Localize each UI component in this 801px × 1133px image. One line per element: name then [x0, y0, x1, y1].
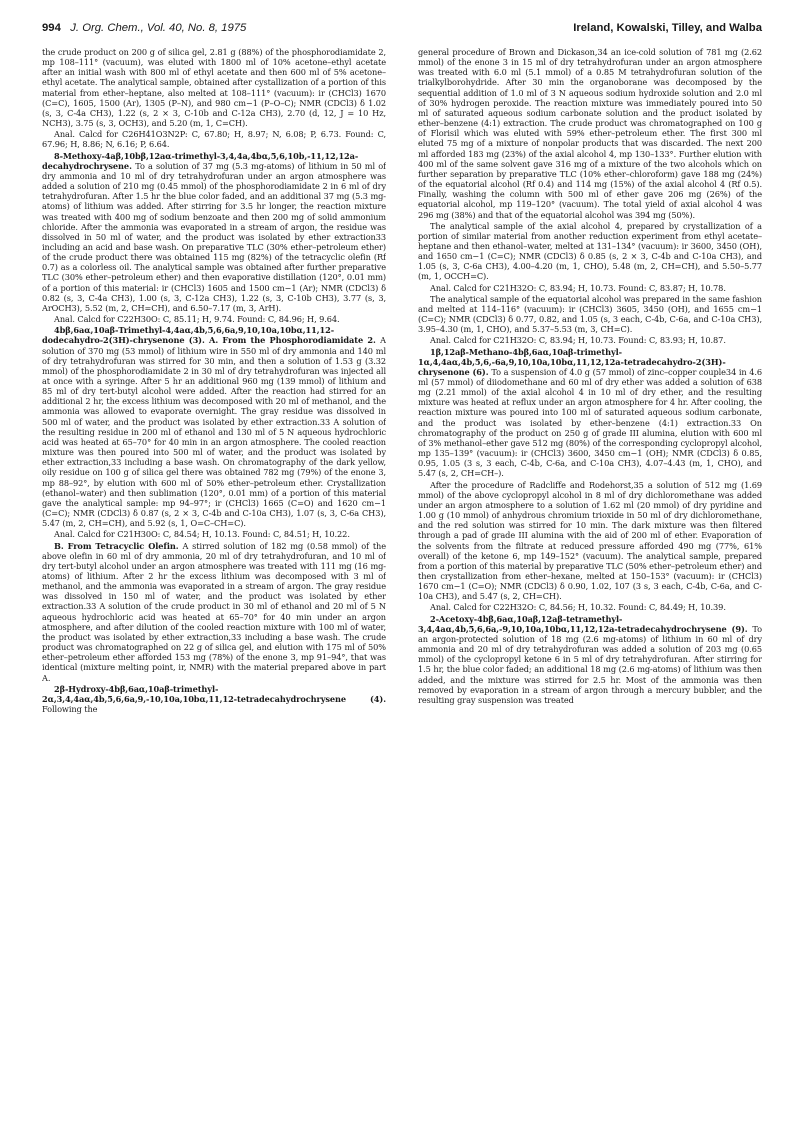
compound-title: 2β-Hydroxy-4bβ,6aα,10aβ-trimethyl-2α,3,4,4aα,4b,5,6,6a,9,-10,10a,10bα,11,12-tetradecahydrochrysene (4).	[42, 683, 386, 704]
running-header	[42, 22, 762, 38]
paragraph: The analytical sample of the axial alcohol 4, prepared by crystallization of a portion of similar material from another reduction experiment from ethyl acetate–heptane and then ethanol–water, melted at 131–134° (vacuum): ir 3600, 3450 (OH), and 1650 cm−1 (C=C); NMR (CDCl3) δ 0.85 (s, 2 × 3, C-4b and C-10a CH3), and 1.05 (s, 3, C-6a CH3), 4.00–4.20 (m, 1, CHO), 5.48 (m, 2, CH=CH), and 5.50–5.77 (m, 1, OCCH=C).	[418, 220, 762, 282]
section-heading: B. From Tetracyclic Olefin.	[54, 540, 179, 551]
compound-entry	[42, 151, 386, 314]
compound-title: 8-Methoxy-4aβ,10bβ,12aα-trimethyl-3,4,4a,4bα,5,6,10b,-11,12,12a-decahydrochrysene.	[42, 150, 359, 171]
compound-procedure: A solution of 370 mg (53 mmol) of lithium wire in 550 ml of dry ammonia and 140 ml of dry tetrahydrofuran was stirred for 30 min, and then a solution of 1.53 g (3.32 mmol) of the phosphorodiamidate 2 in 30 ml of dry tetrahydrofuran was injected all at once with a syringe. After 5 hr an additional 960 mg (139 mmol) of lithium and 85 ml of dry tert-butyl alcohol were added. After the reaction had stirred for an additional 2 hr, the excess lithium was decomposed with 20 ml of methanol, and the ammonia was allowed to evaporate overnight. The gray residue was dissolved in 500 ml of water, and the product was isolated by ether extraction.33 A solution of the resulting residue in 200 ml of ethanol and 130 ml of 5 N aqueous hydrochloric acid was heated at 65–70° for 40 min in an argon atmosphere. The cooled reaction mixture was then poured into 500 ml of water, and the product was isolated by ether extraction,33 including a base wash. On chromatography of the dark yellow, oily residue on 100 g of silica gel there was obtained 782 mg (79%) of the enone 3, mp 88–92°, by elution with 600 ml of 50% ether–petroleum ether. Crystallization (ethanol–water) and then sublimation (120°, 0.01 mm) of a portion of this material gave the analytical sample: mp 94–97°; ir (CHCl3) 1665 (C=O) and 1620 cm−1 (C=C); NMR (CDCl3) δ 0.87 (s, 2 × 3, C-4b and C-10a CH3), 1.07 (s, 3, C-6a CH3), 5.47 (m, 2, CH=CH), and 5.92 (s, 1, O=C–CH=C).	[42, 335, 386, 529]
header-left	[42, 22, 246, 34]
journal-citation: J. Org. Chem., Vol. 40, No. 8, 1975	[70, 22, 247, 34]
compound-title: 1β,12aβ-Methano-4bβ,6aα,10aβ-trimethyl-1α,4,4aα,4b,5,6,-6a,9,10,10a,10bα,11,12,12a-tetradecahydro-2(3H)-chrysenone (6).	[418, 346, 726, 377]
paragraph: general procedure of Brown and Dickason,34 an ice-cold solution of 781 mg (2.62 mmol) of the enone 3 in 15 ml of dry tetrahydrofuran under an argon atmosphere was treated with 6.0 ml (5.1 mmol) of a 0.85 M tetrahydrofuran solution of the trialkylborohydride. After 30 min the organoborane was decomposed by the sequential addition of 1.0 ml of 3 N aqueous sodium hydroxide solution and 2.0 ml of 30% hydrogen peroxide. The reaction mixture was immediately poured into 50 ml of saturated aqueous sodium carbonate solution and the product isolated by ether–benzene (4:1) extraction. The crude product was chromatographed on 100 g of Florisil which was eluted with 59% ether–petroleum ether. The first 300 ml eluted 75 mg of a mixture of nonpolar products that was discarded. The next 200 ml afforded 183 mg (23%) of the axial alcohol 4, mp 130–133°. Further elution with 400 ml of the same solvent gave 316 mg of a mixture of the two alcohols which on further separation by preparative TLC (10% ether–chloroform) gave 188 mg (24%) of the equatorial alcohol (Rf 0.4) and 114 mg (15%) of the axial alcohol 4 (Rf 0.5). Finally, washing the column with 500 ml of ether gave 206 mg (26%) of the equatorial alcohol, mp 119–120° (vacuum). The total yield of axial alcohol 4 was 296 mg (38%) and that of the equatorial alcohol was 394 mg (50%).	[418, 47, 762, 220]
compound-title: 2-Acetoxy-4bβ,6aα,10aβ,12aβ-tetramethyl-3,4,4aα,4b,5,6,6a,-9,10,10a,10bα,11,12,12a-tetradecahydrochrysene (9).	[418, 613, 748, 634]
paragraph: After the procedure of Radcliffe and Rodehorst,35 a solution of 512 mg (1.69 mmol) of the above cyclopropyl alcohol in 8 ml of dry dichloromethane was added under an argon atmosphere to a solution of 1.62 ml (20 mmol) of dry pyridine and 1.00 g (10 mmol) of anhydrous chromium trioxide in 50 ml of dry dichloromethane, and the red solution was stirred for 10 min. The dark mixture was then filtered through a pad of grade III alumina with the aid of 200 ml of ether. Evaporation of the solvents from the filtrate at reduced pressure afforded 490 mg (77%, 61% overall) of the ketone 6, mp 149–152° (vacuum). The analytical sample, prepared from a portion of this material by preparative TLC (50% ether–petroleum ether) and then crystallization from ether–hexane, melted at 150–153° (vacuum): ir (CHCl3) 1670 cm−1 (C=O); NMR (CDCl3) δ 0.90, 1.02, 107 (3 s, 3 each, C-4b, C-6a, and C-10a CH3), and 5.47 (s, 2, CH=CH).	[418, 479, 762, 602]
compound-entry	[42, 541, 386, 683]
analysis-line: Anal. Calcd for C26H41O3N2P: C, 67.80; H, 8.97; N, 6.08; P, 6.73. Found: C, 67.96; H, 8.86; N, 6.16; P, 6.64.	[42, 129, 386, 150]
paragraph: the crude product on 200 g of silica gel, 2.81 g (88%) of the phosphorodiamidate 2, mp 108–111° (vacuum), was eluted with 1800 ml of 10% acetone–ethyl acetate after an initial wash with 800 ml of ethyl acetate and then 600 ml of 5% acetone–ethyl acetate. The analytical sample, obtained after cystallization of a portion of this material from ether–heptane, also melted at 108–111° (vacuum): ir (CHCl3) 1670 (C=C), 1605, 1500 (Ar), 1305 (P–N), and 980 cm−1 (P–O–C); NMR (CDCl3) δ 1.02 (s, 3, C-4a CH3), 1.22 (s, 2 × 3, C-10b and C-12a CH3), 2.70 (d, 12, J = 10 Hz, NCH3), 3.75 (s, 3, OCH3), and 5.20 (m, 1, C=CH).	[42, 47, 386, 129]
compound-title: 4bβ,6aα,10aβ-Trimethyl-4,4aα,4b,5,6,6a,9,10,10a,10bα,11,12-dodecahydro-2(3H)-chrysenone (3). A. From the Phosphorodiamidate 2.	[42, 325, 376, 346]
compound-procedure: To a suspension of 4.0 g (57 mmol) of zinc–copper couple34 in 4.6 ml (57 mmol) of diiodomethane and 60 ml of dry ether was added a solution of 638 mg (2.21 mmol) of the axial alcohol 4 in 10 ml of dry ether, and the resulting mixture was heated at reflux under an argon atmosphere for 4 hr. After cooling, the reaction mixture was poured into 100 ml of saturated aqueous sodium carbonate, and the product was isolated by ether–benzene (4:1) extraction.33 On chromatography of the product on 250 g of grade III alumina, elution with 600 ml of 3% methanol–ether gave 512 mg (80%) of the corresponding cyclopropyl alcohol, mp 135–139° (vacuum): ir (CHCl3) 3600, 3450 cm−1 (OH); NMR (CDCl3) δ 0.85, 0.95, 1.05 (3 s, 3 each, C-4b, C-6a, and C-10a CH3), 4.07–4.43 (m, 1, CHO), and 5.47 (s, 2, CH=CH–).	[418, 366, 762, 479]
compound-procedure: To an argon-protected solution of 18 mg (2.6 mg-atoms) of lithium in 60 ml of dry ammonia and 20 ml of dry tetrahydrofuran was added a solution of 203 mg (0.65 mmol) of the cyclopropyl ketone 6 in 5 ml of dry tetrahydrofuran. After stirring for 1.5 hr, the blue color faded; an additional 18 mg (2.6 mg-atoms) of lithium was then added, and the mixture was stirred for 2.5 hr. Most of the ammonia was then removed by evaporation in a stream of argon through a mercury bubbler, and the resulting gray suspension was treated	[418, 623, 762, 705]
left-column	[42, 47, 386, 1127]
analysis-line: Anal. Calcd for C22H30O: C, 85.11; H, 9.74. Found: C, 84.96; H, 9.64.	[54, 314, 340, 325]
compound-procedure: A stirred solution of 182 mg (0.58 mmol) of the above olefin in 60 ml of dry ammonia, 20 ml of dry tetrahydrofuran, and 10 ml of dry tert-butyl alcohol under an argon atmosphere was treated with 111 mg (16 mg-atoms) of lithium. After 2 hr the excess lithium was decomposed with 3 ml of methanol, and the ammonia was evaporated in a stream of argon. The gray residue was dissolved in 150 ml of water, and the product was isolated by ether extraction.33 A solution of the crude product in 30 ml of ethanol and 20 ml of 5 N aqueous hydrochloric acid was heated at 65–70° for 40 min under an argon atmosphere, and after dilution of the cooled reaction mixture with 100 ml of water, the product was isolated by ether extraction,33 including a base wash. The crude product was chromatographed on 22 g of silica gel, and elution with 175 ml of 50% ether–petroleum ether afforded 153 mg (78%) of the enone 3, mp 91–94°, that was identical (mixture melting point, ir, NMR) with the material prepared above in part A.	[42, 540, 386, 683]
paragraph: The analytical sample of the equatorial alcohol was prepared in the same fashion and melted at 114–116° (vacuum): ir (CHCl3) 3605, 3450 (OH), and 1655 cm−1 (C=C); NMR (CDCl3) δ 0.77, 0.82, and 1.05 (s, 3 each, C-4b, C-6a, and C-10a CH3), 3.95–4.30 (m, 1, CHO), and 5.37–5.53 (m, 3, CH=C).	[418, 293, 762, 335]
page-number: 994	[42, 22, 61, 34]
analysis-line: Anal. Calcd for C21H32O: C, 83.94; H, 10.73. Found: C, 83.87; H, 10.78.	[430, 282, 726, 293]
compound-procedure: Following the	[42, 704, 98, 714]
compound-entry	[418, 347, 762, 479]
compound-entry	[42, 325, 386, 528]
compound-procedure: To a solution of 37 mg (5.3 mg-atoms) of lithium in 50 ml of dry ammonia and 10 ml of dry tetrahydrofuran under an argon atmosphere was added a solution of 210 mg (0.45 mmol) of the phosphorodiamidate 2 in 6 ml of dry tetrahydrofuran. After 1.5 hr the blue color faded, and an additional 37 mg (5.3 mg-atoms) of lithium was added. After stirring for 3.5 hr longer, the reaction mixture was treated with 400 mg of sodium benzoate and then 200 mg of solid ammonium chloride. After the ammonia was evaporated in a stream of argon, the residue was dissolved in 50 ml of water, and the product was isolated by ether extraction33 including an acid and base wash. On preparative TLC (30% ether–petroleum ether) of the crude product there was obtained 115 mg (82%) of the tetracyclic olefin (Rf 0.7) as a colorless oil. The analytical sample was obtained after further preparative TLC (30% ether–petroleum ether) and then evaporative distillation (120°, 0.01 mm) of a portion of this material: ir (CHCl3) 1605 and 1500 cm−1 (Ar); NMR (CDCl3) δ 0.82 (s, 3, C-4a CH3), 1.00 (s, 3, C-12a CH3), 1.22 (s, 3, C-10b CH3), 3.77 (s, 3, ArOCH3), 5.52 (m, 2, CH=CH), and 6.50–7.17 (m, 3, ArH).	[42, 160, 386, 313]
right-column	[418, 47, 762, 1127]
analysis-line: Anal. Calcd for C21H30O: C, 84.54; H, 10.13. Found: C, 84.51; H, 10.22.	[54, 529, 350, 540]
author-list: Ireland, Kowalski, Tilley, and Walba	[573, 22, 762, 34]
analysis-line: Anal. Calcd for C22H32O: C, 84.56; H, 10.32. Found: C, 84.49; H, 10.39.	[430, 602, 726, 613]
compound-entry	[42, 684, 386, 714]
analysis-line: Anal. Calcd for C21H32O: C, 83.94; H, 10.73. Found: C, 83.93; H, 10.87.	[430, 335, 726, 346]
compound-entry	[418, 614, 762, 705]
